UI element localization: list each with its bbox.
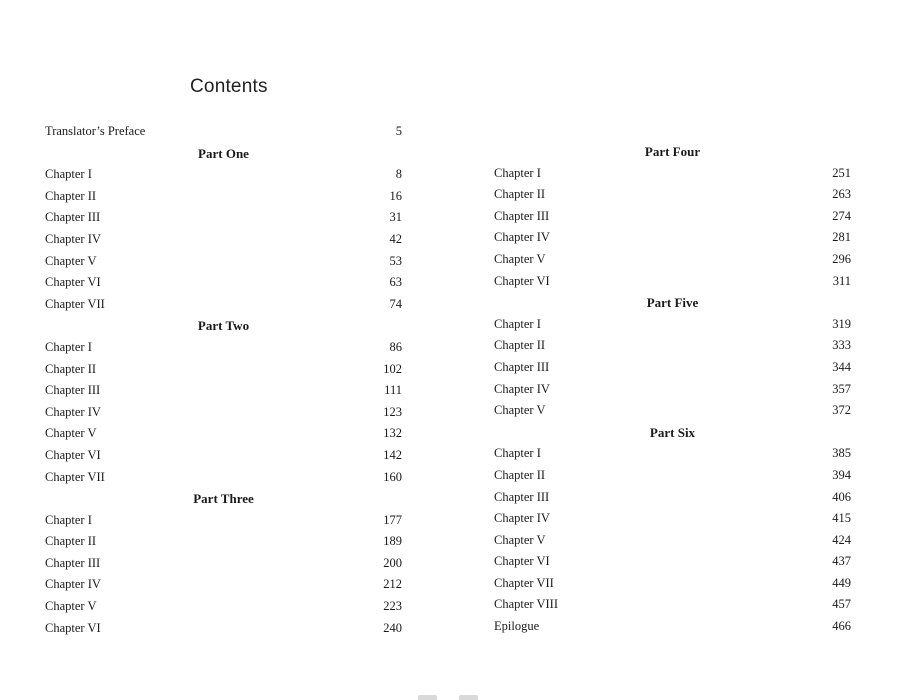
toc-entry-label: Chapter VI bbox=[45, 620, 101, 635]
toc-entry-page-number: 160 bbox=[383, 469, 402, 484]
toc-entry-label: Chapter I bbox=[45, 512, 92, 527]
toc-entry-label: Chapter VI bbox=[494, 273, 550, 288]
toc-entry-page-number: 466 bbox=[832, 619, 851, 634]
toc-entry[interactable] bbox=[494, 271, 851, 293]
toc-entry-label: Chapter V bbox=[45, 599, 97, 614]
toc-entry[interactable] bbox=[494, 379, 851, 401]
page-navigation bbox=[418, 695, 478, 700]
toc-entry-page-number: 132 bbox=[383, 426, 402, 441]
toc-entry[interactable] bbox=[45, 467, 402, 489]
toc-entry-label: Chapter IV bbox=[45, 404, 101, 419]
toc-entry-label: Chapter III bbox=[45, 383, 101, 398]
toc-entry[interactable] bbox=[494, 616, 851, 638]
toc-entry-label: Chapter IV bbox=[494, 230, 550, 245]
part-heading: Part Five bbox=[646, 295, 699, 311]
toc-entry[interactable] bbox=[45, 359, 402, 381]
toc-entry-label: Chapter II bbox=[494, 338, 546, 353]
toc-entry-label: Chapter V bbox=[494, 532, 546, 547]
toc-entry-page-number: 53 bbox=[389, 253, 402, 268]
toc-entry-page-number: 251 bbox=[832, 165, 851, 180]
toc-entry-label: Chapter III bbox=[45, 555, 101, 570]
toc-entry-label: Chapter V bbox=[45, 426, 97, 441]
toc-entry-page-number: 16 bbox=[389, 188, 402, 203]
toc-entry-page-number: 31 bbox=[389, 210, 402, 225]
part-heading: Part Three bbox=[193, 491, 254, 507]
toc-entry-label: Chapter I bbox=[45, 339, 92, 354]
toc-entry-label: Chapter IV bbox=[45, 577, 101, 592]
toc-entry-label: Chapter V bbox=[494, 403, 546, 418]
toc-entry[interactable] bbox=[45, 164, 402, 186]
toc-entry-label: Chapter I bbox=[494, 316, 541, 331]
toc-entry-label: Chapter VIII bbox=[494, 597, 558, 612]
toc-entry[interactable] bbox=[494, 335, 851, 357]
part-heading: Part Two bbox=[197, 318, 250, 334]
toc-entry-page-number: 223 bbox=[383, 599, 402, 614]
toc-entry[interactable] bbox=[494, 530, 851, 552]
toc-entry[interactable] bbox=[494, 314, 851, 336]
toc-entry[interactable] bbox=[45, 423, 402, 445]
toc-right-column bbox=[494, 141, 851, 638]
toc-entry-label: Chapter VII bbox=[45, 469, 105, 484]
toc-entry-page-number: 8 bbox=[395, 167, 402, 182]
toc-entry-page-number: 333 bbox=[832, 338, 851, 353]
toc-entry[interactable] bbox=[45, 574, 402, 596]
toc-entry-page-number: 200 bbox=[383, 555, 402, 570]
toc-entry-page-number: 274 bbox=[832, 208, 851, 223]
toc-entry[interactable] bbox=[45, 207, 402, 229]
toc-entry-page-number: 102 bbox=[383, 361, 402, 376]
toc-entry-label: Chapter II bbox=[45, 534, 97, 549]
toc-entry[interactable] bbox=[494, 508, 851, 530]
toc-entry-label: Chapter I bbox=[494, 165, 541, 180]
toc-entry[interactable] bbox=[45, 251, 402, 273]
toc-entry-label: Chapter VI bbox=[45, 275, 101, 290]
toc-entry-label: Chapter IV bbox=[45, 231, 101, 246]
toc-entry-page-number: 449 bbox=[832, 575, 851, 590]
toc-entry[interactable] bbox=[45, 294, 402, 316]
toc-entry[interactable] bbox=[45, 445, 402, 467]
toc-entry-label: Chapter III bbox=[494, 489, 550, 504]
part-heading: Part Four bbox=[644, 144, 701, 159]
toc-entry[interactable] bbox=[494, 465, 851, 487]
toc-entry-page-number: 63 bbox=[389, 275, 402, 290]
toc-entry-page-number: 240 bbox=[383, 620, 402, 635]
prev-page-button[interactable] bbox=[418, 695, 437, 700]
toc-entry-page-number: 111 bbox=[384, 383, 402, 398]
toc-entry-label: Chapter V bbox=[494, 251, 546, 266]
toc-entry[interactable] bbox=[45, 618, 402, 640]
toc-entry-page-number: 394 bbox=[832, 467, 851, 482]
toc-entry-page-number: 177 bbox=[383, 512, 402, 527]
toc-entry[interactable] bbox=[494, 551, 851, 573]
toc-entry-page-number: 357 bbox=[832, 381, 851, 396]
toc-entry[interactable] bbox=[45, 596, 402, 618]
toc-entry[interactable] bbox=[45, 402, 402, 424]
toc-entry-page-number: 86 bbox=[389, 339, 402, 354]
toc-entry[interactable] bbox=[494, 206, 851, 228]
toc-entry-page-number: 5 bbox=[395, 124, 402, 138]
toc-entry-label: Chapter II bbox=[45, 188, 97, 203]
toc-entry-label: Chapter VII bbox=[494, 575, 554, 590]
part-heading: Part Six bbox=[649, 424, 696, 440]
toc-entry-page-number: 296 bbox=[832, 251, 851, 266]
toc-entry-page-number: 344 bbox=[832, 359, 851, 374]
page-title: Contents bbox=[190, 76, 268, 97]
toc-entry-page-number: 311 bbox=[832, 273, 851, 288]
toc-entry-page-number: 123 bbox=[383, 404, 402, 419]
toc-entry-page-number: 372 bbox=[832, 403, 851, 418]
toc-entry[interactable] bbox=[494, 487, 851, 509]
next-page-button[interactable] bbox=[459, 695, 478, 700]
toc-entry[interactable] bbox=[45, 531, 402, 553]
toc-entry-page-number: 319 bbox=[832, 316, 851, 331]
toc-entry[interactable] bbox=[45, 510, 402, 532]
toc-entry-label: Chapter I bbox=[45, 167, 92, 182]
toc-entry-label: Translator’s Preface bbox=[45, 124, 146, 138]
toc-entry[interactable] bbox=[494, 249, 851, 271]
toc-entry-label: Chapter III bbox=[494, 208, 550, 223]
toc-entry[interactable] bbox=[494, 227, 851, 249]
toc-entry[interactable] bbox=[494, 184, 851, 206]
toc-entry-page-number: 212 bbox=[383, 577, 402, 592]
toc-entry[interactable] bbox=[45, 380, 402, 402]
toc-entry-label: Chapter III bbox=[494, 359, 550, 374]
toc-entry-page-number: 74 bbox=[389, 296, 402, 311]
toc-entry-label: Chapter IV bbox=[494, 381, 550, 396]
toc-entry-label: Chapter II bbox=[494, 187, 546, 202]
toc-entry[interactable] bbox=[45, 229, 402, 251]
toc-entry[interactable] bbox=[494, 357, 851, 379]
toc-entry-label: Chapter VII bbox=[45, 296, 105, 311]
toc-entry[interactable] bbox=[45, 186, 402, 208]
toc-entry-label: Chapter V bbox=[45, 253, 97, 268]
toc-entry[interactable] bbox=[494, 400, 851, 422]
toc-entry-label: Chapter VI bbox=[494, 554, 550, 569]
toc-entry[interactable] bbox=[45, 121, 402, 143]
toc-entry-label: Epilogue bbox=[494, 619, 540, 634]
toc-entry-page-number: 424 bbox=[832, 532, 851, 547]
toc-entry[interactable] bbox=[494, 163, 851, 185]
toc-entry-page-number: 406 bbox=[832, 489, 851, 504]
toc-entry[interactable] bbox=[494, 594, 851, 616]
toc-entry-page-number: 189 bbox=[383, 534, 402, 549]
part-heading: Part One bbox=[198, 145, 249, 161]
toc-entry-label: Chapter I bbox=[494, 446, 541, 461]
toc-entry-label: Chapter II bbox=[494, 467, 546, 482]
toc-entry[interactable] bbox=[45, 553, 402, 575]
toc-entry-label: Chapter III bbox=[45, 210, 101, 225]
toc-entry[interactable] bbox=[45, 272, 402, 294]
toc-entry-label: Chapter IV bbox=[494, 511, 550, 526]
toc-left-column bbox=[45, 121, 402, 639]
toc-entry-page-number: 142 bbox=[383, 447, 402, 462]
toc-entry-label: Chapter VI bbox=[45, 447, 101, 462]
toc-entry-page-number: 281 bbox=[832, 230, 851, 245]
toc-entry-label: Chapter II bbox=[45, 361, 97, 376]
toc-entry[interactable] bbox=[45, 337, 402, 359]
toc-entry-page-number: 457 bbox=[832, 597, 851, 612]
toc-entry-page-number: 263 bbox=[832, 187, 851, 202]
toc-entry-page-number: 415 bbox=[832, 511, 851, 526]
toc-entry-page-number: 437 bbox=[832, 554, 851, 569]
toc-entry-page-number: 385 bbox=[832, 446, 851, 461]
toc-entry-page-number: 42 bbox=[389, 231, 402, 246]
toc-entry[interactable] bbox=[494, 573, 851, 595]
toc-entry[interactable] bbox=[494, 443, 851, 465]
